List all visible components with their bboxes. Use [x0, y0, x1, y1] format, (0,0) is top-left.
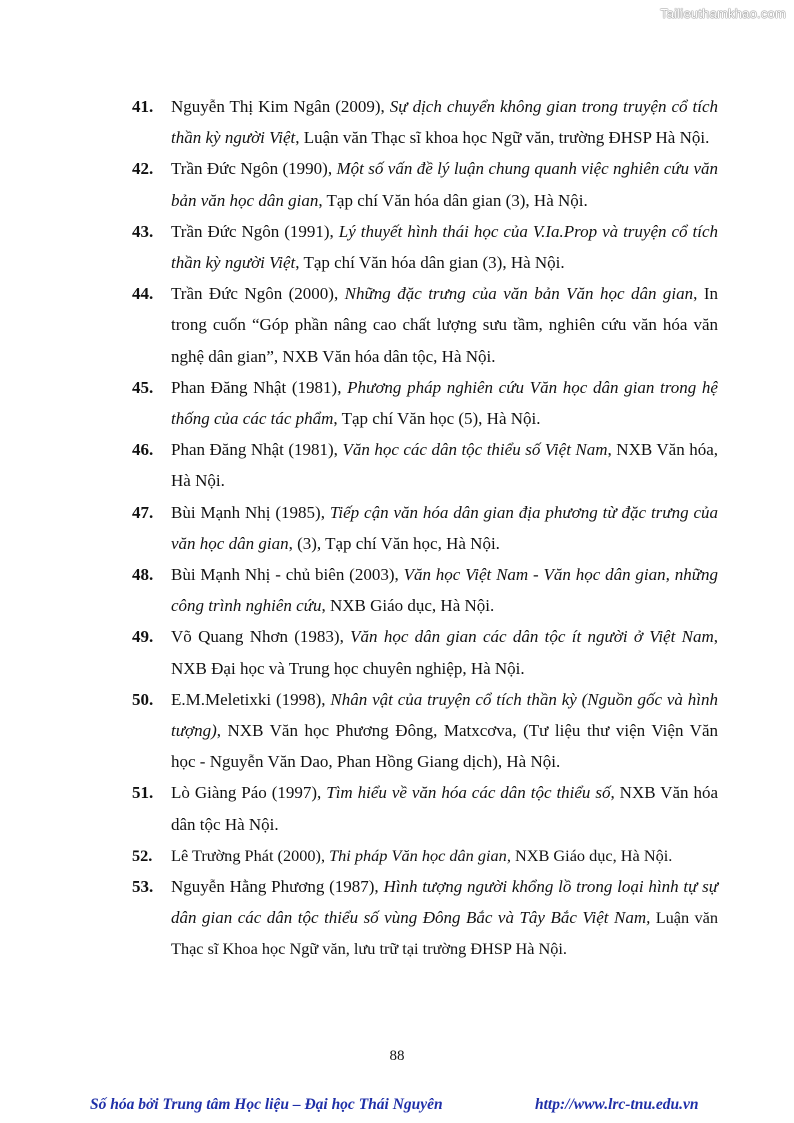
- reference-number: 50.: [132, 689, 154, 709]
- reference-details: , Tạp chí Văn học (5), Hà Nội.: [333, 409, 541, 429]
- reference-number: 42.: [132, 159, 154, 179]
- reference-details: , (3), Tạp chí Văn học, Hà Nội.: [288, 533, 500, 553]
- reference-author: Trần Đức Ngôn (1991),: [171, 221, 339, 241]
- reference-item: [132, 153, 718, 215]
- reference-list: [132, 91, 718, 965]
- footer-url: http://www.lrc-tnu.edu.vn: [535, 1096, 699, 1113]
- reference-number: 49.: [132, 627, 154, 647]
- reference-title: Những đặc trưng của văn bản Văn học dân gian: [344, 284, 694, 304]
- reference-author: Trần Đức Ngôn (2000),: [171, 284, 345, 304]
- reference-details: , Luận văn Thạc sĩ khoa học Ngữ văn, trường ĐHSP Hà Nội.: [295, 128, 710, 148]
- reference-title: Lý thuyết hình thái học của V.Ia.Prop và truyện cổ tích thần kỳ người Việt: [171, 221, 718, 273]
- page-number: 88: [389, 1048, 405, 1064]
- reference-number: 51.: [132, 783, 154, 803]
- reference-item: [132, 559, 718, 621]
- reference-number: 52.: [132, 845, 153, 865]
- reference-item: [132, 684, 718, 778]
- reference-item: [132, 91, 718, 153]
- reference-title: Nhân vật của truyện cổ tích thần kỳ (Nguồn gốc và hình tượng): [171, 689, 719, 741]
- reference-number: 48.: [132, 565, 154, 585]
- reference-details: , NXB Đại học và Trung học chuyên nghiệp, Hà Nội.: [171, 627, 718, 678]
- reference-author: Phan Đăng Nhật (1981),: [171, 440, 343, 460]
- reference-details: Luận văn Thạc sĩ Khoa học Ngữ văn, lưu trữ tại trường ĐHSP Hà Nội.: [171, 908, 718, 959]
- watermark: Tailieuthamkhao.com: [660, 6, 786, 21]
- reference-title: Một số vấn đề lý luận chung quanh việc nghiên cứu văn bản văn học dân gian: [171, 159, 718, 210]
- reference-details: NXB Giáo dục, Hà Nội.: [510, 845, 673, 865]
- reference-title: Văn học các dân tộc thiểu số Việt Nam: [342, 440, 608, 460]
- reference-details: , In trong cuốn “Góp phần nâng cao chất lượng sưu tầm, nghiên cứu văn hóa văn nghệ dân gian”, NXB Văn hóa dân tộc, Hà Nội.: [171, 284, 718, 366]
- reference-title: Tiếp cận văn hóa dân gian địa phương từ đặc trưng của văn học dân gian: [171, 502, 718, 553]
- reference-author: Nguyễn Thị Kim Ngân (2009),: [171, 97, 390, 116]
- reference-title: Hình tượng người khổng lồ trong loại hình tự sự dân gian các dân tộc thiểu số vùng Đông Bắc và Tây Bắc Việt Nam,: [171, 877, 718, 928]
- reference-number: 41.: [132, 97, 154, 116]
- reference-number: 45.: [132, 377, 154, 397]
- reference-details: , NXB Văn học Phương Đông, Matxcơva, (Tư liệu thư viện Viện Văn học - Nguyễn Văn Dao, Phan Hồng Giang dịch), Hà Nội.: [171, 721, 718, 772]
- reference-author: Trần Đức Ngôn (1990),: [171, 159, 337, 179]
- reference-number: 44.: [132, 284, 154, 304]
- reference-item: [132, 216, 718, 278]
- reference-item: [132, 777, 718, 839]
- reference-details: , Tạp chí Văn hóa dân gian (3), Hà Nội.: [295, 253, 565, 273]
- reference-details: , NXB Văn hóa, Hà Nội.: [171, 440, 718, 491]
- reference-item: [132, 372, 718, 434]
- reference-title: Văn học Việt Nam - Văn học dân gian, những công trình nghiên cứu: [171, 565, 718, 616]
- reference-title: Tìm hiểu về văn hóa các dân tộc thiểu số: [326, 783, 611, 803]
- reference-author: Phan Đăng Nhật (1981),: [171, 377, 348, 397]
- reference-author: Bùi Mạnh Nhị - chủ biên (2003),: [171, 565, 404, 585]
- reference-number: 53.: [132, 877, 154, 897]
- reference-item: [132, 871, 718, 965]
- reference-title: Văn học dân gian các dân tộc ít người ở Việt Nam: [350, 627, 714, 647]
- reference-item: [132, 621, 718, 683]
- reference-number: 43.: [132, 221, 154, 241]
- reference-author: Võ Quang Nhơn (1983),: [171, 627, 351, 647]
- reference-item: [132, 278, 718, 372]
- reference-number: 46.: [132, 440, 154, 460]
- reference-author: Nguyễn Hằng Phương (1987),: [171, 877, 384, 897]
- reference-number: 47.: [132, 502, 154, 522]
- reference-author: Lê Trường Phát (2000),: [171, 845, 330, 865]
- reference-details: , NXB Giáo dục, Hà Nội.: [321, 596, 495, 616]
- reference-title: Sự dịch chuyển không gian trong truyện cổ tích thần kỳ người Việt: [171, 97, 718, 148]
- reference-item: [132, 434, 718, 496]
- reference-author: Bùi Mạnh Nhị (1985),: [171, 502, 330, 522]
- reference-item: [132, 497, 718, 559]
- reference-author: Lò Giàng Páo (1997),: [171, 783, 327, 803]
- reference-author: E.M.Meletixki (1998),: [171, 689, 331, 709]
- reference-details: , Tạp chí Văn hóa dân gian (3), Hà Nội.: [318, 190, 588, 210]
- reference-item: [132, 840, 718, 871]
- reference-title: Thi pháp Văn học dân gian,: [329, 845, 511, 865]
- reference-title: Phương pháp nghiên cứu Văn học dân gian trong hệ thống của các tác phẩm: [171, 377, 718, 429]
- reference-details: , NXB Văn hóa dân tộc Hà Nội.: [171, 783, 719, 834]
- footer-digitized-by: Số hóa bởi Trung tâm Học liệu – Đại học Thái Nguyên: [90, 1096, 443, 1113]
